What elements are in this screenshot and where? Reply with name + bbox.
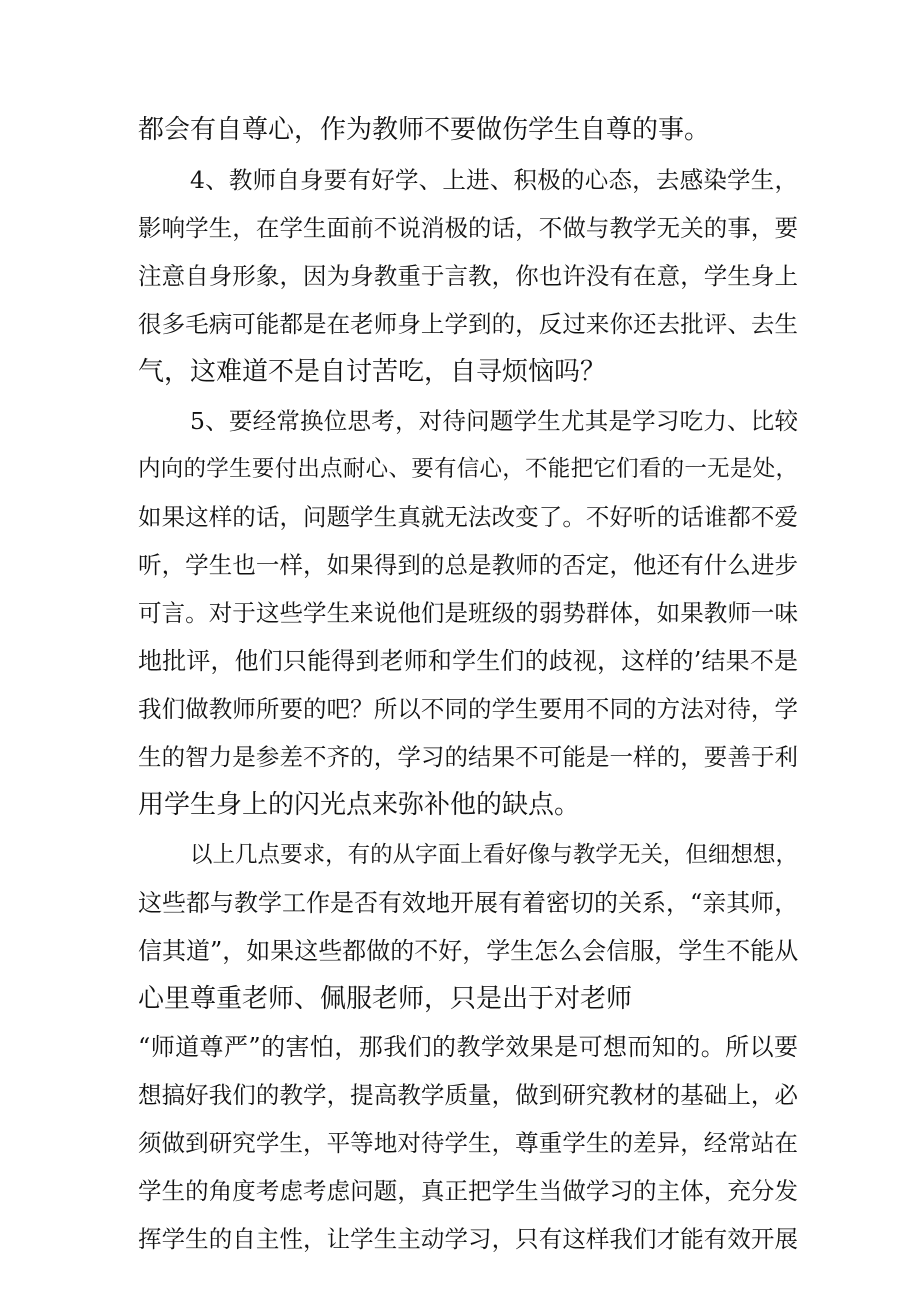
text-line: 4、教师自身要有好学、上进、积极的心态，去感染学生， — [190, 166, 798, 194]
text-line: 听，学生也一样，如果得到的总是教师的否定，他还有什么进步 — [138, 551, 798, 579]
text-line: 内向的学生要付出点耐心、要有信心，不能把它们看的一无是处， — [138, 456, 798, 482]
text-line: 我们做教师所要的吧？所以不同的学生要用不同的方法对待，学 — [138, 695, 798, 723]
text-line: 可言。对于这些学生来说他们是班级的弱势群体，如果教师一味 — [138, 599, 798, 627]
text-line: “师道尊严”的害怕，那我们的教学效果是可想而知的。所以要 — [138, 1033, 798, 1061]
text-line: 如果这样的话，问题学生真就无法改变了。不好听的话谁都不爱 — [138, 503, 798, 531]
text-line: 挥学生的自主性，让学生主动学习，只有这样我们才能有效开展 — [138, 1225, 798, 1253]
text-line: 很多毛病可能都是在老师身上学到的，反过来你还去批评、去生 — [138, 310, 798, 338]
text-line: 须做到研究学生，平等地对待学生，尊重学生的差异，经常站在 — [138, 1129, 798, 1157]
text-line: 5、要经常换位思考，对待问题学生尤其是学习吃力、比较 — [190, 407, 798, 435]
text-line: 心里尊重老师、佩服老师，只是出于对老师 — [138, 984, 633, 1014]
text-line: 气，这难道不是自讨苦吃，自寻烦恼吗？ — [138, 357, 607, 387]
text-line: 影响学生，在学生面前不说消极的话，不做与教学无关的事，要 — [138, 214, 798, 242]
text-line: 生的智力是参差不齐的，学习的结果不可能是一样的，要善于利 — [138, 743, 798, 771]
text-line: 以上几点要求，有的从字面上看好像与教学无关，但细想想， — [190, 842, 798, 868]
text-line: 都会有自尊心，作为教师不要做伤学生自尊的事。 — [138, 115, 711, 145]
text-line: 想搞好我们的教学，提高教学质量，做到研究教材的基础上，必 — [138, 1081, 798, 1109]
text-line: 信其道”，如果这些都做的不好，学生怎么会信服，学生不能从 — [138, 937, 798, 965]
text-line: 注意自身形象，因为身教重于言教，你也许没有在意，学生身上 — [138, 262, 798, 290]
text-line: 学生的角度考虑考虑问题，真正把学生当做学习的主体，充分发 — [138, 1177, 798, 1205]
text-line: 地批评，他们只能得到老师和学生们的歧视，这样的’结果不是 — [138, 647, 798, 675]
text-line: 用学生身上的闪光点来弥补他的缺点。 — [138, 790, 581, 820]
text-line: 这些都与教学工作是否有效地开展有着密切的关系，“亲其师， — [138, 889, 798, 917]
